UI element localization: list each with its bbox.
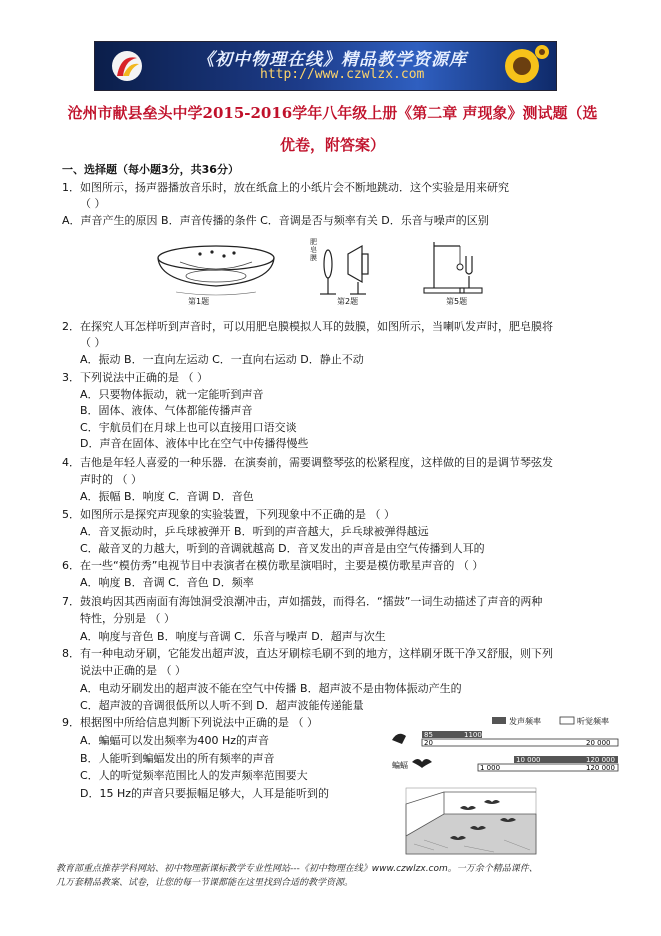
page-footer: [56, 862, 616, 890]
q3-option-c: C．宇航员们在月球上也可以直接用口语交谈: [80, 421, 297, 434]
legend-hear-swatch: [560, 717, 574, 724]
q8-options-ab: A．电动牙刷发出的超声波不能在空气中传播 B．超声波不是由物体振动产生的: [80, 682, 462, 695]
human-emit-high: 1100: [464, 731, 482, 739]
legend-hear-label: 听觉频率: [577, 717, 609, 726]
human-icon: [392, 734, 406, 744]
document-title-line1: 沧州市献县垒头中学2015-2016学年八年级上册《第二章 声现象》测试题（选: [67, 104, 598, 122]
soap-film-figure: [308, 236, 378, 300]
q6-stem: 6．在一些“模仿秀”电视节目中表演者在模仿歌星演唱时，主要是模仿歌星声音的 （ ）: [62, 559, 484, 572]
q9-stem: 9．根据图中所给信息判断下列说法中正确的是 （ ）: [62, 716, 318, 729]
frequency-range-diagram: [388, 714, 626, 778]
human-emit-low: 85: [424, 731, 433, 739]
bat-hear-high: 120 000: [586, 764, 615, 772]
q3-stem: 3．下列说法中正确的是 （ ）: [62, 371, 208, 384]
human-hear-high: 20 000: [586, 739, 611, 747]
fig5-caption: 第5题: [446, 297, 468, 306]
q5-options-cd: C．敲音叉的力越大，听到的音调就越高 D．音叉发出的声音是由空气传播到人耳的: [80, 542, 485, 555]
q1-options: A．声音产生的原因 B．声音传播的条件 C．音调是否与频率有关 D．乐音与噪声的区别: [62, 214, 489, 227]
fig2-caption: 第2题: [337, 297, 359, 306]
bat-icon: [412, 759, 432, 768]
q9-option-c: C．人的听觉频率范围比人的发声频率范围要大: [80, 769, 308, 782]
q9-option-d: D．15 Hz的声音只要振幅足够大，人耳是能听到的: [80, 787, 330, 800]
document-title-line2: 优卷，附答案）: [279, 136, 385, 154]
q3-option-d: D．声音在固体、液体中比在空气中传播得慢些: [80, 437, 309, 450]
site-logo-icon: [107, 48, 147, 84]
banner-title: 《初中物理在线》精品教学资源库: [197, 50, 467, 70]
q8-stem-line2: 说法中正确的是 （ ）: [80, 664, 186, 677]
sunflower-icon: [492, 44, 552, 88]
q1-stem-line2: （ ）: [80, 197, 106, 210]
q7-options: A．响度与音色 B．响度与音调 C．乐音与噪声 D．超声与次生: [80, 630, 386, 643]
q2-options: A．振动 B．一直向左运动 C．一直向右运动 D．静止不动: [80, 353, 364, 366]
bat-emit-low: 10 000: [516, 756, 541, 764]
q9-option-a: A．蝙蝠可以发出频率为400 Hz的声音: [80, 734, 270, 747]
fig2-film-label: 肥皂膜: [310, 238, 317, 262]
legend-emit-swatch: [492, 717, 506, 724]
q4-stem-line2: 声时的 （ ）: [80, 473, 142, 486]
footer-line1: 教育部重点推荐学科网站、初中物理新课标教学专业性网站---《初中物理在线》www.czwlzx.com。一万余个精品课件、: [56, 864, 538, 874]
fig1-caption: 第1题: [188, 297, 210, 306]
q4-options: A．振幅 B．响度 C．音调 D．音色: [80, 490, 254, 503]
bat-label: 蝙蝠: [392, 761, 408, 770]
q2-stem-line2: （ ）: [80, 336, 106, 349]
cave-bats-illustration: [404, 784, 538, 856]
banner-url: http://www.czwlzx.com: [260, 67, 425, 82]
legend-emit-label: 发声频率: [509, 717, 541, 726]
q1-stem-line1: 1．如图所示，扬声器播放音乐时，放在纸盒上的小纸片会不断地跳动．这个实验是用来研究: [62, 181, 509, 194]
speaker-figure: [150, 232, 285, 310]
q9-option-b: B．人能听到蝙蝠发出的所有频率的声音: [80, 752, 275, 765]
q5-options-ab: A．音叉振动时，乒乓球被弹开 B．听到的声音越大，乒乓球被弹得越远: [80, 525, 429, 538]
q2-stem-line1: 2．在探究人耳怎样听到声音时，可以用肥皂膜模拟人耳的鼓膜，如图所示，当喇叭发声时，肥皂膜将: [62, 320, 553, 333]
q3-option-a: A．只要物体振动，就一定能听到声音: [80, 388, 264, 401]
q4-stem-line1: 4．吉他是年轻人喜爱的一种乐器．在演奏前，需要调整琴弦的松紧程度，这样做的目的是调节琴弦发: [62, 456, 553, 469]
human-hear-low: 20: [424, 739, 433, 747]
tuning-fork-figure: [420, 236, 492, 298]
q7-stem-line2: 特性，分别是 （ ）: [80, 612, 175, 625]
q8-stem-line1: 8．有一种电动牙刷，它能发出超声波，直达牙刷棕毛刷不到的地方，这样刷牙既干净又舒服，则下列: [62, 647, 553, 660]
section-heading: 一、选择题（每小题3分，共36分）: [62, 163, 239, 176]
bat-hear-low: 1 000: [480, 764, 501, 772]
q8-options-cd: C．超声波的音调很低所以人听不到 D．超声波能传递能量: [80, 699, 364, 712]
q5-stem: 5．如图所示是探究声现象的实验装置，下列现象中不正确的是 （ ）: [62, 508, 395, 521]
header-banner: [94, 41, 557, 91]
q7-stem-line1: 7．鼓浪屿因其西南面有海蚀洞受浪潮冲击，声如擂鼓，而得名．“擂鼓”一词生动描述了声音的两种: [62, 595, 543, 608]
q3-option-b: B．固体、液体、气体都能传播声音: [80, 404, 253, 417]
footer-line2: 几万套精品教案、试卷，让您的每一节课都能在这里找到合适的教学资源。: [56, 878, 354, 888]
q6-options: A．响度 B．音调 C．音色 D．频率: [80, 576, 254, 589]
bat-emit-high: 120 000: [586, 756, 615, 764]
document-title: [60, 97, 605, 161]
